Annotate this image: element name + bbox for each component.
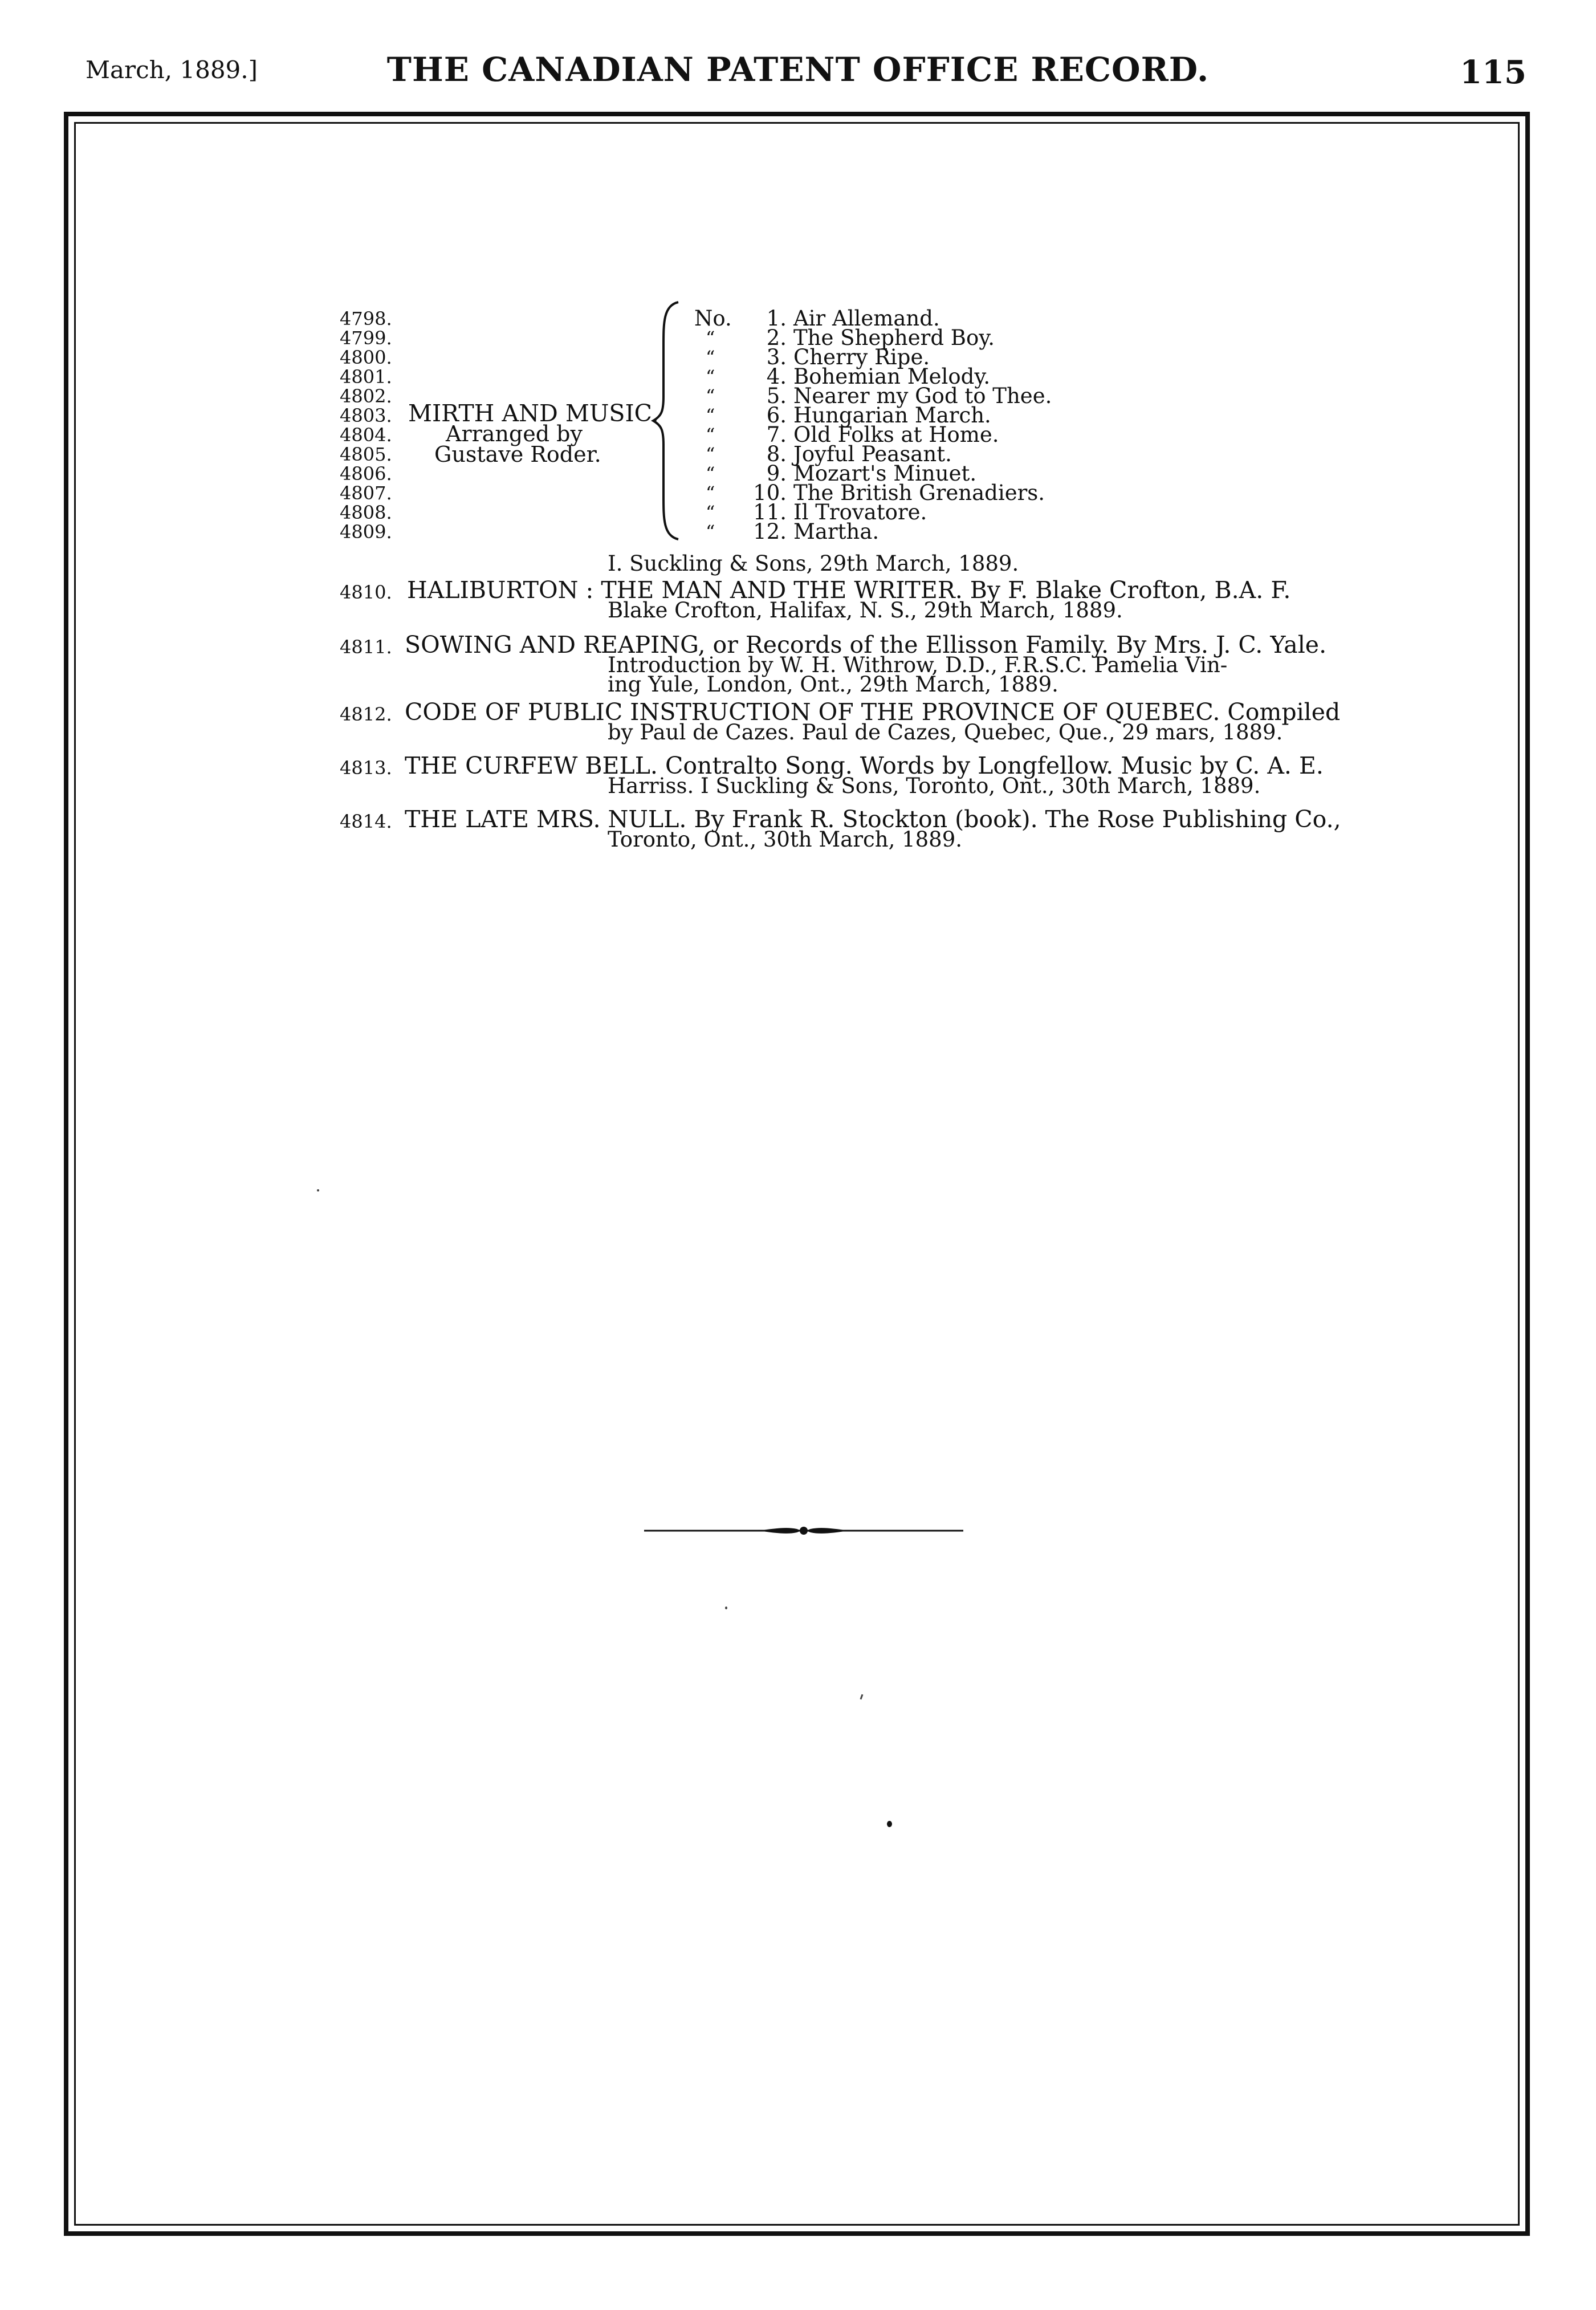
print-speck [725, 1607, 727, 1609]
item-number: 6. [766, 403, 787, 428]
item-title: The Shepherd Boy. [793, 326, 995, 350]
page-title: THE CANADIAN PATENT OFFICE RECORD. [386, 50, 1210, 89]
header-date: March, 1889.] [85, 56, 258, 84]
entry-number: 4810. [340, 581, 392, 603]
item-title: Nearer my God to Thee. [793, 384, 1052, 408]
entry-number: 4801. [340, 366, 392, 388]
entry-text: Introduction by W. H. Withrow, D.D., F.R.S.C. Pamelia Vin- [608, 653, 1228, 677]
ditto-mark: “ [706, 502, 715, 523]
ditto-mark: “ [706, 405, 715, 426]
item-title: Old Folks at Home. [793, 422, 999, 447]
group-owner: I. Suckling & Sons, 29th March, 1889. [608, 551, 1019, 576]
item-number: 10. [753, 481, 787, 505]
entry-number: 4802. [340, 385, 392, 407]
item-prefix: No. [694, 306, 732, 331]
item-number: 5. [766, 384, 787, 408]
item-title: Il Trovatore. [793, 500, 927, 524]
entry-text: HALIBURTON : THE MAN AND THE WRITER. By F. Blake Crofton, B.A. F. [407, 576, 1291, 604]
entry-number: 4805. [340, 444, 392, 465]
ditto-mark: “ [706, 521, 715, 543]
item-title: Air Allemand. [793, 306, 940, 331]
entry-number: 4798. [340, 308, 392, 330]
item-title: Mozart's Minuet. [793, 461, 977, 486]
item-number: 11. [753, 500, 787, 524]
item-title: Joyful Peasant. [793, 442, 952, 466]
entry-number: 4812. [340, 703, 392, 725]
group-arranger-line2: Gustave Roder. [434, 442, 601, 467]
entry-number: 4806. [340, 463, 392, 485]
ditto-mark: “ [706, 463, 715, 485]
ditto-mark: “ [706, 366, 715, 388]
entry-number: 4809. [340, 521, 392, 543]
group-arranger-line1: Arranged by [446, 421, 583, 446]
entry-number: 4811. [340, 636, 392, 658]
entry-text: THE LATE MRS. NULL. By Frank R. Stockton (book). The Rose Publishing Co., [405, 806, 1341, 833]
entry-text: SOWING AND REAPING, or Records of the Ellisson Family. By Mrs. J. C. Yale. [405, 631, 1327, 658]
item-number: 7. [766, 422, 787, 447]
entry-number: 4808. [340, 502, 392, 523]
entry-number: 4803. [340, 405, 392, 426]
print-speck [887, 1821, 892, 1827]
group-title: MIRTH AND MUSIC. [408, 400, 659, 427]
ditto-mark: “ [706, 327, 715, 349]
ditto-mark: “ [706, 424, 715, 446]
item-number: 2. [766, 326, 787, 350]
entry-text: CODE OF PUBLIC INSTRUCTION OF THE PROVINCE OF QUEBEC. Compiled [405, 698, 1341, 726]
item-number: 12. [753, 519, 787, 544]
ornament-rule-icon [644, 1522, 963, 1539]
item-title: The British Grenadiers. [793, 481, 1045, 505]
item-title: Bohemian Melody. [793, 364, 991, 389]
entry-number: 4800. [340, 347, 392, 368]
entry-number: 4799. [340, 327, 392, 349]
entry-text: Toronto, Ont., 30th March, 1889. [608, 827, 963, 852]
item-number: 8. [766, 442, 787, 466]
ditto-mark: “ [706, 444, 715, 465]
entry-number: 4804. [340, 424, 392, 446]
curly-brace-icon [644, 300, 690, 542]
entry-text: THE CURFEW BELL. Contralto Song. Words by Longfellow. Music by C. A. E. [405, 752, 1324, 779]
entry-number: 4807. [340, 482, 392, 504]
item-title: Cherry Ripe. [793, 345, 930, 369]
item-number: 4. [766, 364, 787, 389]
entry-number: 4813. [340, 757, 392, 779]
entry-text: Harriss. I Suckling & Sons, Toronto, Ont., 30th March, 1889. [608, 774, 1261, 798]
page-number: 115 [1460, 54, 1526, 91]
item-number: 3. [766, 345, 787, 369]
item-title: Martha. [793, 519, 880, 544]
item-number: 1. [766, 306, 787, 331]
entry-text: Blake Crofton, Halifax, N. S., 29th March, 1889. [608, 598, 1123, 623]
entry-text: by Paul de Cazes. Paul de Cazes, Quebec, Que., 29 mars, 1889. [608, 720, 1283, 745]
ditto-mark: “ [706, 347, 715, 368]
item-number: 9. [766, 461, 787, 486]
item-title: Hungarian March. [793, 403, 991, 428]
entry-number: 4814. [340, 811, 392, 832]
ditto-mark: “ [706, 482, 715, 504]
ditto-mark: “ [706, 385, 715, 407]
entry-text: ing Yule, London, Ont., 29th March, 1889. [608, 672, 1058, 697]
print-speck [317, 1189, 319, 1191]
